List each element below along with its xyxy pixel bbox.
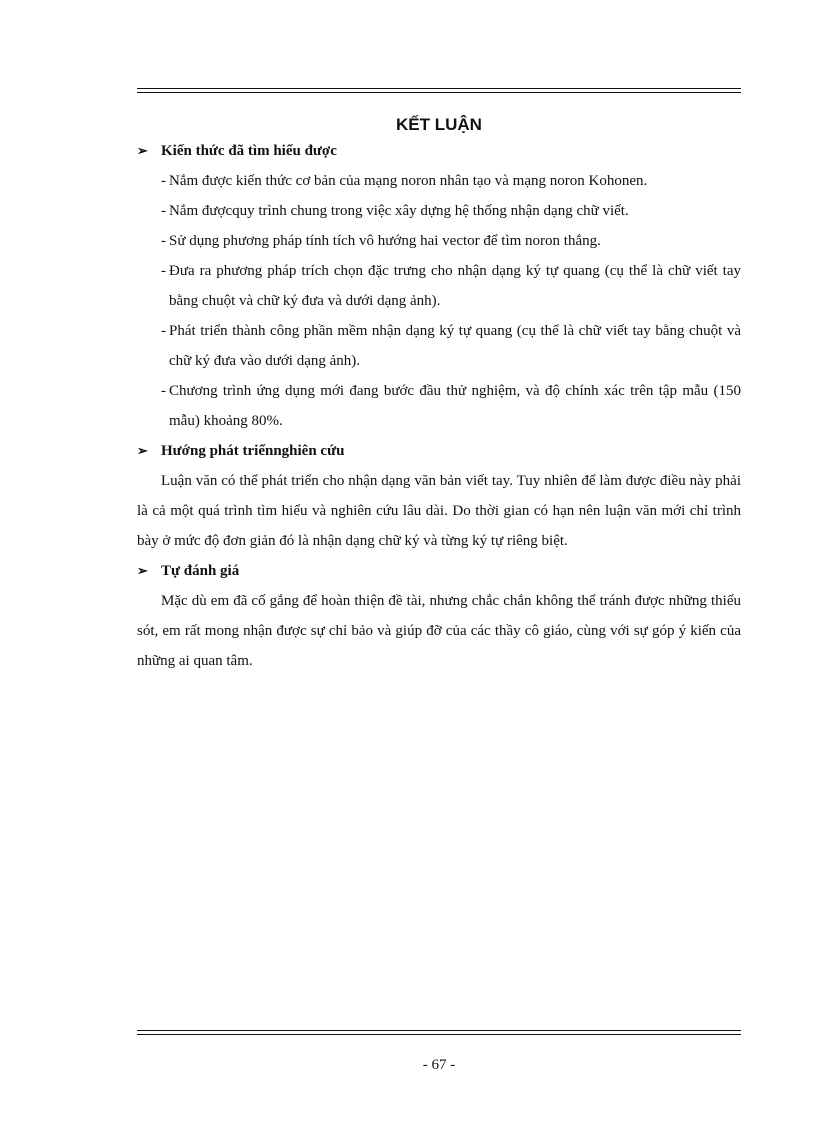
document-body — [137, 136, 741, 676]
section-heading-text: Hướng phát triểnnghiên cứu — [161, 443, 345, 459]
list-item-text: Phát triển thành công phần mềm nhận dạng ký tự quang (cụ thể là chữ viết tay bằng chuột và chữ ký đưa vào dưới dạng ảnh). — [169, 323, 741, 369]
section-heading — [137, 436, 741, 466]
section-heading-text: Tự đánh giá — [161, 563, 240, 579]
section-paragraph: Mặc dù em đã cố gắng để hoàn thiện đề tài, nhưng chắc chắn không thể tránh được những thiếu sót, em rất mong nhận được sự chỉ bảo và giúp đỡ của các thầy cô giáo, cùng với sự góp ý kiến của những ai quan tâm. — [137, 593, 741, 669]
list-item-text: Sử dụng phương pháp tính tích vô hướng hai vector để tìm noron thắng. — [169, 233, 601, 249]
page-title: KẾT LUẬN — [396, 115, 482, 134]
list-item — [137, 316, 741, 376]
arrow-bullet-icon: ➢ — [137, 443, 148, 458]
dash-bullet: - — [161, 203, 166, 219]
dash-bullet: - — [161, 383, 166, 399]
dash-bullet: - — [161, 173, 166, 189]
list-item — [137, 376, 741, 436]
footer-rule — [137, 1030, 741, 1035]
section-paragraph: Luận văn có thể phát triển cho nhận dạng văn bản viết tay. Tuy nhiên để làm được điều này phải là cả một quá trình tìm hiểu và nghiên cứu lâu dài. Do thời gian có hạn nên luận văn mới chỉ trình bày ở mức độ đơn giản đó là nhận dạng chữ ký và từng ký tự riêng biệt. — [137, 473, 741, 549]
page-number: - 67 - — [422, 1057, 456, 1073]
section-knowledge — [137, 136, 741, 436]
dash-bullet: - — [161, 263, 166, 279]
section-heading — [137, 136, 741, 166]
knowledge-list — [137, 166, 741, 436]
dash-bullet: - — [161, 233, 166, 249]
list-item — [137, 166, 741, 196]
list-item-text: Nắm được kiến thức cơ bản của mạng noron nhân tạo và mạng noron Kohonen. — [169, 173, 648, 189]
list-item-text: Chương trình ứng dụng mới đang bước đầu thử nghiệm, và độ chính xác trên tập mẫu (150 mẫu) khoảng 80%. — [169, 383, 741, 429]
arrow-bullet-icon: ➢ — [137, 143, 148, 158]
list-item — [137, 196, 741, 226]
list-item — [137, 256, 741, 316]
dash-bullet: - — [161, 323, 166, 339]
list-item-text: Nắm đượcquy trình chung trong việc xây dựng hệ thống nhận dạng chữ viết. — [169, 203, 629, 219]
section-heading — [137, 556, 741, 586]
list-item — [137, 226, 741, 256]
list-item-text: Đưa ra phương pháp trích chọn đặc trưng cho nhận dạng ký tự quang (cụ thể là chữ viết tay bằng chuột và chữ ký đưa và dưới dạng ảnh). — [169, 263, 741, 309]
arrow-bullet-icon: ➢ — [137, 563, 148, 578]
section-self-assessment — [137, 556, 741, 676]
section-heading-text: Kiến thức đã tìm hiểu được — [161, 143, 337, 159]
header-rule — [137, 88, 741, 93]
section-development — [137, 436, 741, 556]
